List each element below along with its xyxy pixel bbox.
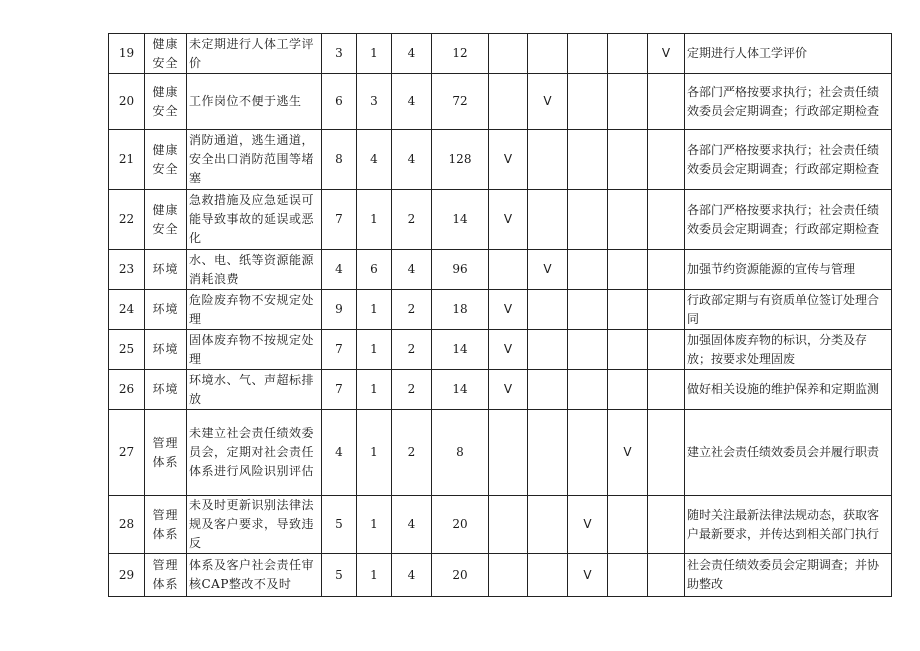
category-cell: 环境 [145,250,187,290]
measure-cell: 定期进行人体工学评价 [685,34,892,74]
row-number: 26 [109,370,145,410]
factor-a-cell: 7 [322,330,357,370]
row-number: 23 [109,250,145,290]
category-cell: 健康安全 [145,34,187,74]
row-number: 29 [109,554,145,597]
hazard-cell: 未建立社会责任绩效委员会，定期对社会责任体系进行风险识别评估 [187,410,322,496]
table-row [109,410,892,496]
level-mark-cell [489,34,528,74]
level-mark-cell [648,130,685,190]
factor-b-cell: 1 [357,554,392,597]
level-mark-cell [648,74,685,130]
measure-cell: 加强固体废弃物的标识，分类及存放；按要求处理固废 [685,330,892,370]
factor-c-cell: 4 [392,250,432,290]
level-mark-cell [528,370,568,410]
measure-cell: 社会责任绩效委员会定期调查；并协助整改 [685,554,892,597]
level-mark-cell [528,190,568,250]
hazard-cell: 体系及客户社会责任审核CAP整改不及时 [187,554,322,597]
level-mark-cell [489,554,528,597]
level-mark-cell [608,74,648,130]
level-mark-cell [528,130,568,190]
measure-cell: 随时关注最新法律法规动态，获取客户最新要求，并传达到相关部门执行 [685,496,892,554]
level-mark-cell: V [528,74,568,130]
level-mark-cell [528,410,568,496]
level-mark-cell [608,34,648,74]
factor-a-cell: 4 [322,250,357,290]
factor-b-cell: 1 [357,330,392,370]
factor-a-cell: 8 [322,130,357,190]
measure-cell: 各部门严格按要求执行；社会责任绩效委员会定期调查；行政部定期检查 [685,74,892,130]
factor-b-cell: 6 [357,250,392,290]
factor-b-cell: 3 [357,74,392,130]
level-mark-cell [568,190,608,250]
level-mark-cell [648,554,685,597]
level-mark-cell [568,130,608,190]
level-mark-cell [608,250,648,290]
level-mark-cell [648,250,685,290]
row-number: 28 [109,496,145,554]
level-mark-cell [528,496,568,554]
level-mark-cell [608,370,648,410]
hazard-cell: 水、电、纸等资源能源消耗浪费 [187,250,322,290]
factor-c-cell: 4 [392,496,432,554]
level-mark-cell [648,496,685,554]
hazard-cell: 工作岗位不便于逃生 [187,74,322,130]
level-mark-cell [648,290,685,330]
risk-score-cell: 20 [432,496,489,554]
row-number: 22 [109,190,145,250]
factor-b-cell: 1 [357,290,392,330]
factor-a-cell: 7 [322,370,357,410]
factor-a-cell: 5 [322,554,357,597]
level-mark-cell [528,554,568,597]
level-mark-cell: V [489,190,528,250]
level-mark-cell [608,554,648,597]
factor-c-cell: 2 [392,370,432,410]
table-row [109,130,892,190]
level-mark-cell [528,330,568,370]
hazard-cell: 未及时更新识别法律法规及客户要求，导致违反 [187,496,322,554]
hazard-cell: 危险废弃物不安规定处理 [187,290,322,330]
level-mark-cell [568,74,608,130]
measure-cell: 做好相关设施的维护保养和定期监测 [685,370,892,410]
level-mark-cell [608,496,648,554]
row-number: 24 [109,290,145,330]
level-mark-cell: V [489,130,528,190]
factor-a-cell: 6 [322,74,357,130]
risk-score-cell: 72 [432,74,489,130]
level-mark-cell [608,330,648,370]
row-number: 25 [109,330,145,370]
level-mark-cell [648,330,685,370]
measure-cell: 加强节约资源能源的宣传与管理 [685,250,892,290]
level-mark-cell [489,410,528,496]
category-cell: 环境 [145,290,187,330]
row-number: 20 [109,74,145,130]
category-cell: 环境 [145,330,187,370]
category-cell: 管理体系 [145,496,187,554]
factor-c-cell: 2 [392,410,432,496]
table-row [109,370,892,410]
table-row [109,34,892,74]
risk-score-cell: 8 [432,410,489,496]
level-mark-cell: V [489,370,528,410]
level-mark-cell [528,34,568,74]
table-row [109,190,892,250]
level-mark-cell [568,370,608,410]
table-row [109,330,892,370]
hazard-cell: 固体废弃物不按规定处理 [187,330,322,370]
table-row [109,496,892,554]
category-cell: 管理体系 [145,410,187,496]
factor-c-cell: 2 [392,190,432,250]
hazard-cell: 环境水、气、声超标排放 [187,370,322,410]
level-mark-cell [489,74,528,130]
level-mark-cell [489,496,528,554]
level-mark-cell [648,370,685,410]
measure-cell: 各部门严格按要求执行；社会责任绩效委员会定期调查；行政部定期检查 [685,190,892,250]
level-mark-cell: V [528,250,568,290]
level-mark-cell [608,130,648,190]
row-number: 27 [109,410,145,496]
level-mark-cell: V [568,496,608,554]
category-cell: 环境 [145,370,187,410]
factor-a-cell: 9 [322,290,357,330]
factor-c-cell: 4 [392,130,432,190]
row-number: 19 [109,34,145,74]
factor-b-cell: 1 [357,34,392,74]
factor-a-cell: 7 [322,190,357,250]
table-row [109,250,892,290]
risk-score-cell: 96 [432,250,489,290]
category-cell: 健康安全 [145,74,187,130]
factor-b-cell: 1 [357,410,392,496]
category-cell: 健康安全 [145,130,187,190]
hazard-cell: 未定期进行人体工学评价 [187,34,322,74]
level-mark-cell [608,290,648,330]
factor-c-cell: 2 [392,290,432,330]
risk-score-cell: 14 [432,190,489,250]
measure-cell: 建立社会责任绩效委员会并履行职责 [685,410,892,496]
hazard-cell: 急救措施及应急延误可能导致事故的延误或恶化 [187,190,322,250]
risk-score-cell: 128 [432,130,489,190]
measure-cell: 各部门严格按要求执行；社会责任绩效委员会定期调查；行政部定期检查 [685,130,892,190]
measure-cell: 行政部定期与有资质单位签订处理合同 [685,290,892,330]
factor-b-cell: 1 [357,496,392,554]
risk-score-cell: 18 [432,290,489,330]
factor-b-cell: 1 [357,370,392,410]
factor-c-cell: 4 [392,74,432,130]
level-mark-cell: V [489,330,528,370]
level-mark-cell [568,34,608,74]
level-mark-cell [608,190,648,250]
factor-c-cell: 4 [392,34,432,74]
category-cell: 管理体系 [145,554,187,597]
level-mark-cell: V [608,410,648,496]
hazard-cell: 消防通道，逃生通道，安全出口消防范围等堵塞 [187,130,322,190]
factor-b-cell: 1 [357,190,392,250]
risk-score-cell: 12 [432,34,489,74]
level-mark-cell: V [489,290,528,330]
table-row [109,74,892,130]
row-number: 21 [109,130,145,190]
level-mark-cell [568,290,608,330]
table-row [109,554,892,597]
factor-b-cell: 4 [357,130,392,190]
factor-c-cell: 4 [392,554,432,597]
level-mark-cell [528,290,568,330]
table-row [109,290,892,330]
risk-score-cell: 14 [432,370,489,410]
factor-a-cell: 3 [322,34,357,74]
level-mark-cell [568,330,608,370]
level-mark-cell: V [568,554,608,597]
level-mark-cell [568,250,608,290]
risk-score-cell: 14 [432,330,489,370]
level-mark-cell [648,410,685,496]
risk-score-cell: 20 [432,554,489,597]
level-mark-cell: V [648,34,685,74]
level-mark-cell [648,190,685,250]
factor-c-cell: 2 [392,330,432,370]
level-mark-cell [568,410,608,496]
category-cell: 健康安全 [145,190,187,250]
level-mark-cell [489,250,528,290]
risk-assessment-table [108,33,892,597]
factor-a-cell: 4 [322,410,357,496]
factor-a-cell: 5 [322,496,357,554]
